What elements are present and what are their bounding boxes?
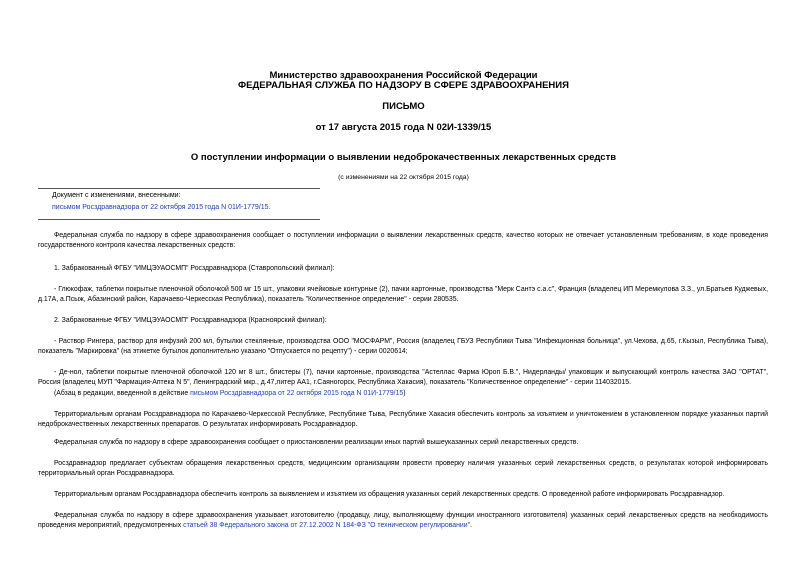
paragraph-control-text: Территориальным органам Росздравнадзора обеспечить контроль за выявлением и изъятием из обращения указанных серий лекарственных средств. О проведенной работе информировать Росздравнадзор.	[54, 491, 725, 498]
federal-law-link[interactable]: статьей 38 Федерального закона от 27.12.2002 N 184-ФЗ "О техническом регулировании"	[183, 522, 471, 529]
item2-edit-note	[38, 389, 768, 399]
item2-entry-a-text: - Раствор Рингера, раствор для инфузий 200 мл, бутылки стеклянные, производства ООО "МОСФАРМ", Россия (владелец ГБУЗ Республики Тыва "Инфекционная больница", ул.Чехова, д.65, г.Кызыл, Республика Тыва), показатель "Маркировка" (на этикетке бутылок дополнительно указано "Отпускается по рецепту") - серии 0020614;	[38, 338, 768, 355]
paragraph-territorial	[38, 410, 768, 430]
changes-box-label: Документ с изменениями, внесенными:	[52, 192, 181, 199]
item2-entry-b	[38, 368, 768, 388]
service-heading: ФЕДЕРАЛЬНАЯ СЛУЖБА ПО НАДЗОРУ В СФЕРЕ ЗДРАВООХРАНЕНИЯ	[238, 80, 569, 91]
item1-entry-text: - Глюкофаж, таблетки покрытые пленочной оболочкой 500 мг 15 шт., упаковки ячейковые контурные (2), пачки картонные, производства "Мерк Сантэ с.а.с", Франция (владелец ИП Меремкулова З.З., ул.Братьев Куджевых, д.17А, а.Псыж, Абазинский район, Карачаево-Черкесская Республика), показатель "Количественное определение" - серии 280535.	[38, 286, 768, 303]
paragraph-final-suffix: .	[470, 522, 472, 529]
paragraph-propose	[38, 459, 768, 479]
paragraph-intro	[38, 231, 768, 251]
item2-entry-a	[38, 337, 768, 357]
item2-heading-text: 2. Забракованные ФГБУ "ИМЦЭУАОСМП" Росздравнадзора (Красноярский филиал):	[54, 317, 327, 324]
doc-type-heading: ПИСЬМО	[382, 101, 425, 112]
item2-entry-b-text: - Де-нол, таблетки покрытые пленочной оболочкой 120 мг 8 шт., блистеры (7), пачки картонные, производства "Астеллас Фарма Юроп Б.В.", Нидерланды/ упаковщик и выпускающий контроль качества ЗАО "ОРТАТ", Россия (владелец МУП "Фармация-Аптека N 5", Ленинградский мкр., д.47,литер АА1, г.Саяногорск, Республика Хакасия), показатель "Количественное определение" - серии 114032015.	[38, 369, 768, 386]
changes-box-link[interactable]: письмом Росздравнадзора от 22 октября 2015 года N 01И-1779/15.	[52, 204, 271, 211]
item1-heading	[38, 264, 768, 274]
edit-note-prefix: (Абзац в редакции, введенной в действие	[54, 390, 191, 397]
paragraph-intro-text: Федеральная служба по надзору в сфере здравоохранения сообщает о поступлении информации о выявлении лекарственных средств, качество которых не отвечает установленным требованиям, в ходе проведения государственного контроля качества лекарственных средств:	[38, 232, 768, 249]
paragraph-final	[38, 511, 768, 531]
item1-heading-text: 1. Забракованный ФГБУ "ИМЦЭУАОСМП" Росздравнадзора (Ставропольский филиал):	[54, 265, 335, 272]
paragraph-suspend-text: Федеральная служба по надзору в сфере здравоохранения сообщает о приостановлении реализации иных партий вышеуказанных серий лекарственных средств.	[54, 439, 579, 446]
item2-heading	[38, 316, 768, 326]
paragraph-final-prefix: Федеральная служба по надзору в сфере здравоохранения указывает изготовителю (продавцу, лицу, выполняющему функции иностранного изготовителя) указанных серий лекарственных средств на необходимость проведения мероприятий, предусмотренных	[38, 512, 768, 529]
changes-note: (с изменениями на 22 октября 2015 года)	[338, 174, 469, 181]
subject-heading: О поступлении информации о выявлении недоброкачественных лекарственных средств	[190, 152, 617, 163]
item1-entry	[38, 285, 768, 305]
changes-box-bottom-rule	[38, 219, 320, 220]
paragraph-propose-text: Росздравнадзор предлагает субъектам обращения лекарственных средств, медицинским организациям провести проверку наличия указанных серий лекарственных средств, о результатах которой информировать территориальный орган Росздравнадзора.	[38, 460, 768, 477]
changes-box-top-rule	[38, 188, 320, 189]
edit-note-suffix: )	[403, 390, 406, 397]
paragraph-suspend	[38, 438, 768, 448]
ministry-heading: Министерство здравоохранения Российской Федерации	[269, 70, 538, 81]
paragraph-territorial-text: Территориальным органам Росздравнадзора по Карачаево-Черкесской Республике, Республике Тыва, Республике Хакасия обеспечить контроль за изъятием и уничтожением в установленном порядке указанных партий недоброкачественных лекарственных препаратов. О результатах информировать Росздравнадзор.	[38, 411, 768, 428]
edit-note-link[interactable]: письмом Росздравнадзора от 22 октября 2015 года N 01И-1779/15	[190, 390, 404, 397]
date-number-heading: от 17 августа 2015 года N 02И-1339/15	[315, 122, 492, 133]
paragraph-control	[38, 490, 768, 500]
